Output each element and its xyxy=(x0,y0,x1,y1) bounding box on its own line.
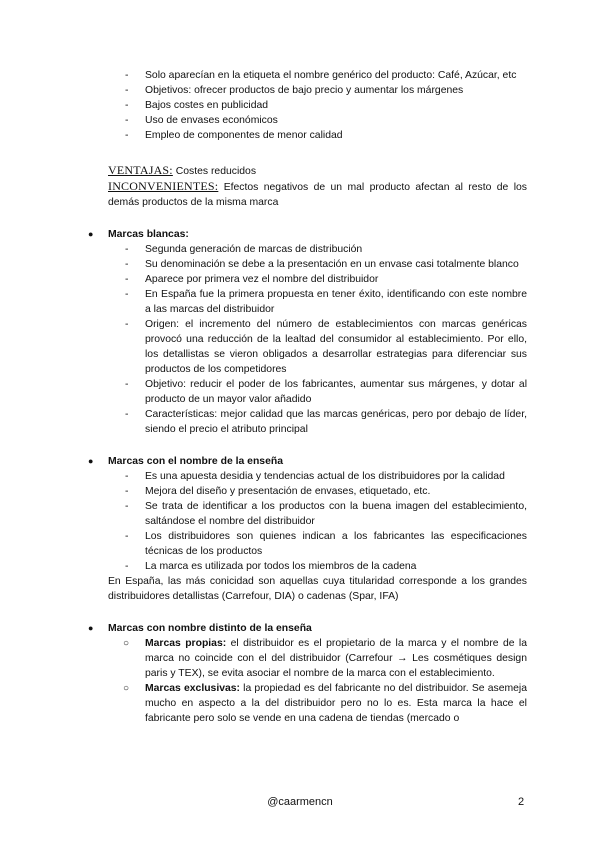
disadvantages-label: INCONVENIENTES: xyxy=(108,179,219,193)
list-item: - Bajos costes en publicidad xyxy=(145,98,527,113)
list-item: - Origen: el incremento del número de establecimientos con marcas genéricas provocó una reducción de la lealtad del consumidor al establecimiento. Por ello, los detallistas se vieron obligados a desarrollar estrategias para diferenciar sus productos de los competidores xyxy=(145,317,527,377)
list-item: - Es una apuesta desidia y tendencias actual de los distribuidores por la calidad xyxy=(145,469,527,484)
disadvantages-text: Efectos negativos de un mal producto afectan al resto de los demás productos de la misma marca xyxy=(108,182,527,208)
list-item: - En España fue la primera propuesta en tener éxito, identificando con este nombre a las marcas del distribuidor xyxy=(145,287,527,317)
list-item xyxy=(145,681,527,726)
disadvantages-line xyxy=(0,179,527,210)
list-item: - Aparece por primera vez el nombre del distribuidor xyxy=(145,272,527,287)
list-item xyxy=(145,636,527,681)
list-item: - Se trata de identificar a los productos con la buena imagen del establecimiento, saltándose el nombre del distribuidor xyxy=(145,499,527,529)
section-marcas-blancas xyxy=(0,227,600,437)
list-item: - Solo aparecían en la etiqueta el nombre genérico del producto: Café, Azúcar, etc xyxy=(145,68,527,83)
page-number: 2 xyxy=(518,796,525,808)
item-text: el distribuidor es el propietario de la marca y el nombre de la marca no coincide con el del distribuidor (Carrefour → Les cosmétiques design paris y TEX), se evita asociar el nombre de la marca con el establecimiento. xyxy=(145,638,527,679)
list-item: - Mejora del diseño y presentación de envases, etiquetado, etc. xyxy=(145,484,527,499)
bullet-icon: ● xyxy=(88,456,94,466)
marcas-ensena-list xyxy=(0,469,527,574)
marcas-blancas-list xyxy=(0,242,527,437)
advantages-text: Costes reducidos xyxy=(172,166,257,177)
section-note: En España, las más conicidad son aquellas cuya titularidad corresponde a los grandes distribuidores detallistas (Carrefour, DIA) o cadenas (Spar, IFA) xyxy=(108,576,527,602)
list-item: - La marca es utilizada por todos los miembros de la cadena xyxy=(145,559,527,574)
item-text: la propiedad es del fabricante no del distribuidor. Se asemeja mucho en aspecto a la del distribuidor pero no lo es. Esta marca la hace el fabricante pero solo se vende en una cadena de tiendas (mercado o xyxy=(145,683,527,724)
section-marcas-ensena xyxy=(0,454,600,604)
list-item: - Los distribuidores son quienes indican a los fabricantes las especificaciones técnicas de los productos xyxy=(145,529,527,559)
list-item: - Segunda generación de marcas de distribución xyxy=(145,242,527,257)
section-marcas-distinto xyxy=(0,621,600,726)
advantages-label: VENTAJAS: xyxy=(108,163,173,177)
section-title: Marcas con el nombre de la enseña xyxy=(108,456,283,467)
bullet-icon: ● xyxy=(88,623,94,633)
advantages-line xyxy=(0,163,527,179)
bullet-icon: ● xyxy=(88,229,94,239)
document-body xyxy=(0,68,600,726)
generic-brands-list xyxy=(0,68,527,143)
list-item: - Objetivos: ofrecer productos de bajo precio y aumentar los márgenes xyxy=(145,83,527,98)
section-title: Marcas blancas: xyxy=(108,229,189,240)
list-item: - Su denominación se debe a la presentación en un envase casi totalmente blanco xyxy=(145,257,527,272)
list-item: - Empleo de componentes de menor calidad xyxy=(145,128,527,143)
marcas-distinto-list xyxy=(0,636,527,726)
list-item: - Uso de envases económicos xyxy=(145,113,527,128)
section-heading xyxy=(0,227,600,242)
list-item: - Características: mejor calidad que las marcas genéricas, pero por debajo de líder, siendo el precio el atributo principal xyxy=(145,407,527,437)
item-label: Marcas propias: xyxy=(145,638,227,649)
item-label: Marcas exclusivas: xyxy=(145,683,241,694)
author-handle: @caarmencn xyxy=(267,796,333,808)
section-title: Marcas con nombre distinto de la enseña xyxy=(108,623,312,634)
section-heading xyxy=(0,621,600,636)
section-heading xyxy=(0,454,600,469)
list-item: - Objetivo: reducir el poder de los fabricantes, aumentar sus márgenes, y dotar al producto de un mayor valor añadido xyxy=(145,377,527,407)
